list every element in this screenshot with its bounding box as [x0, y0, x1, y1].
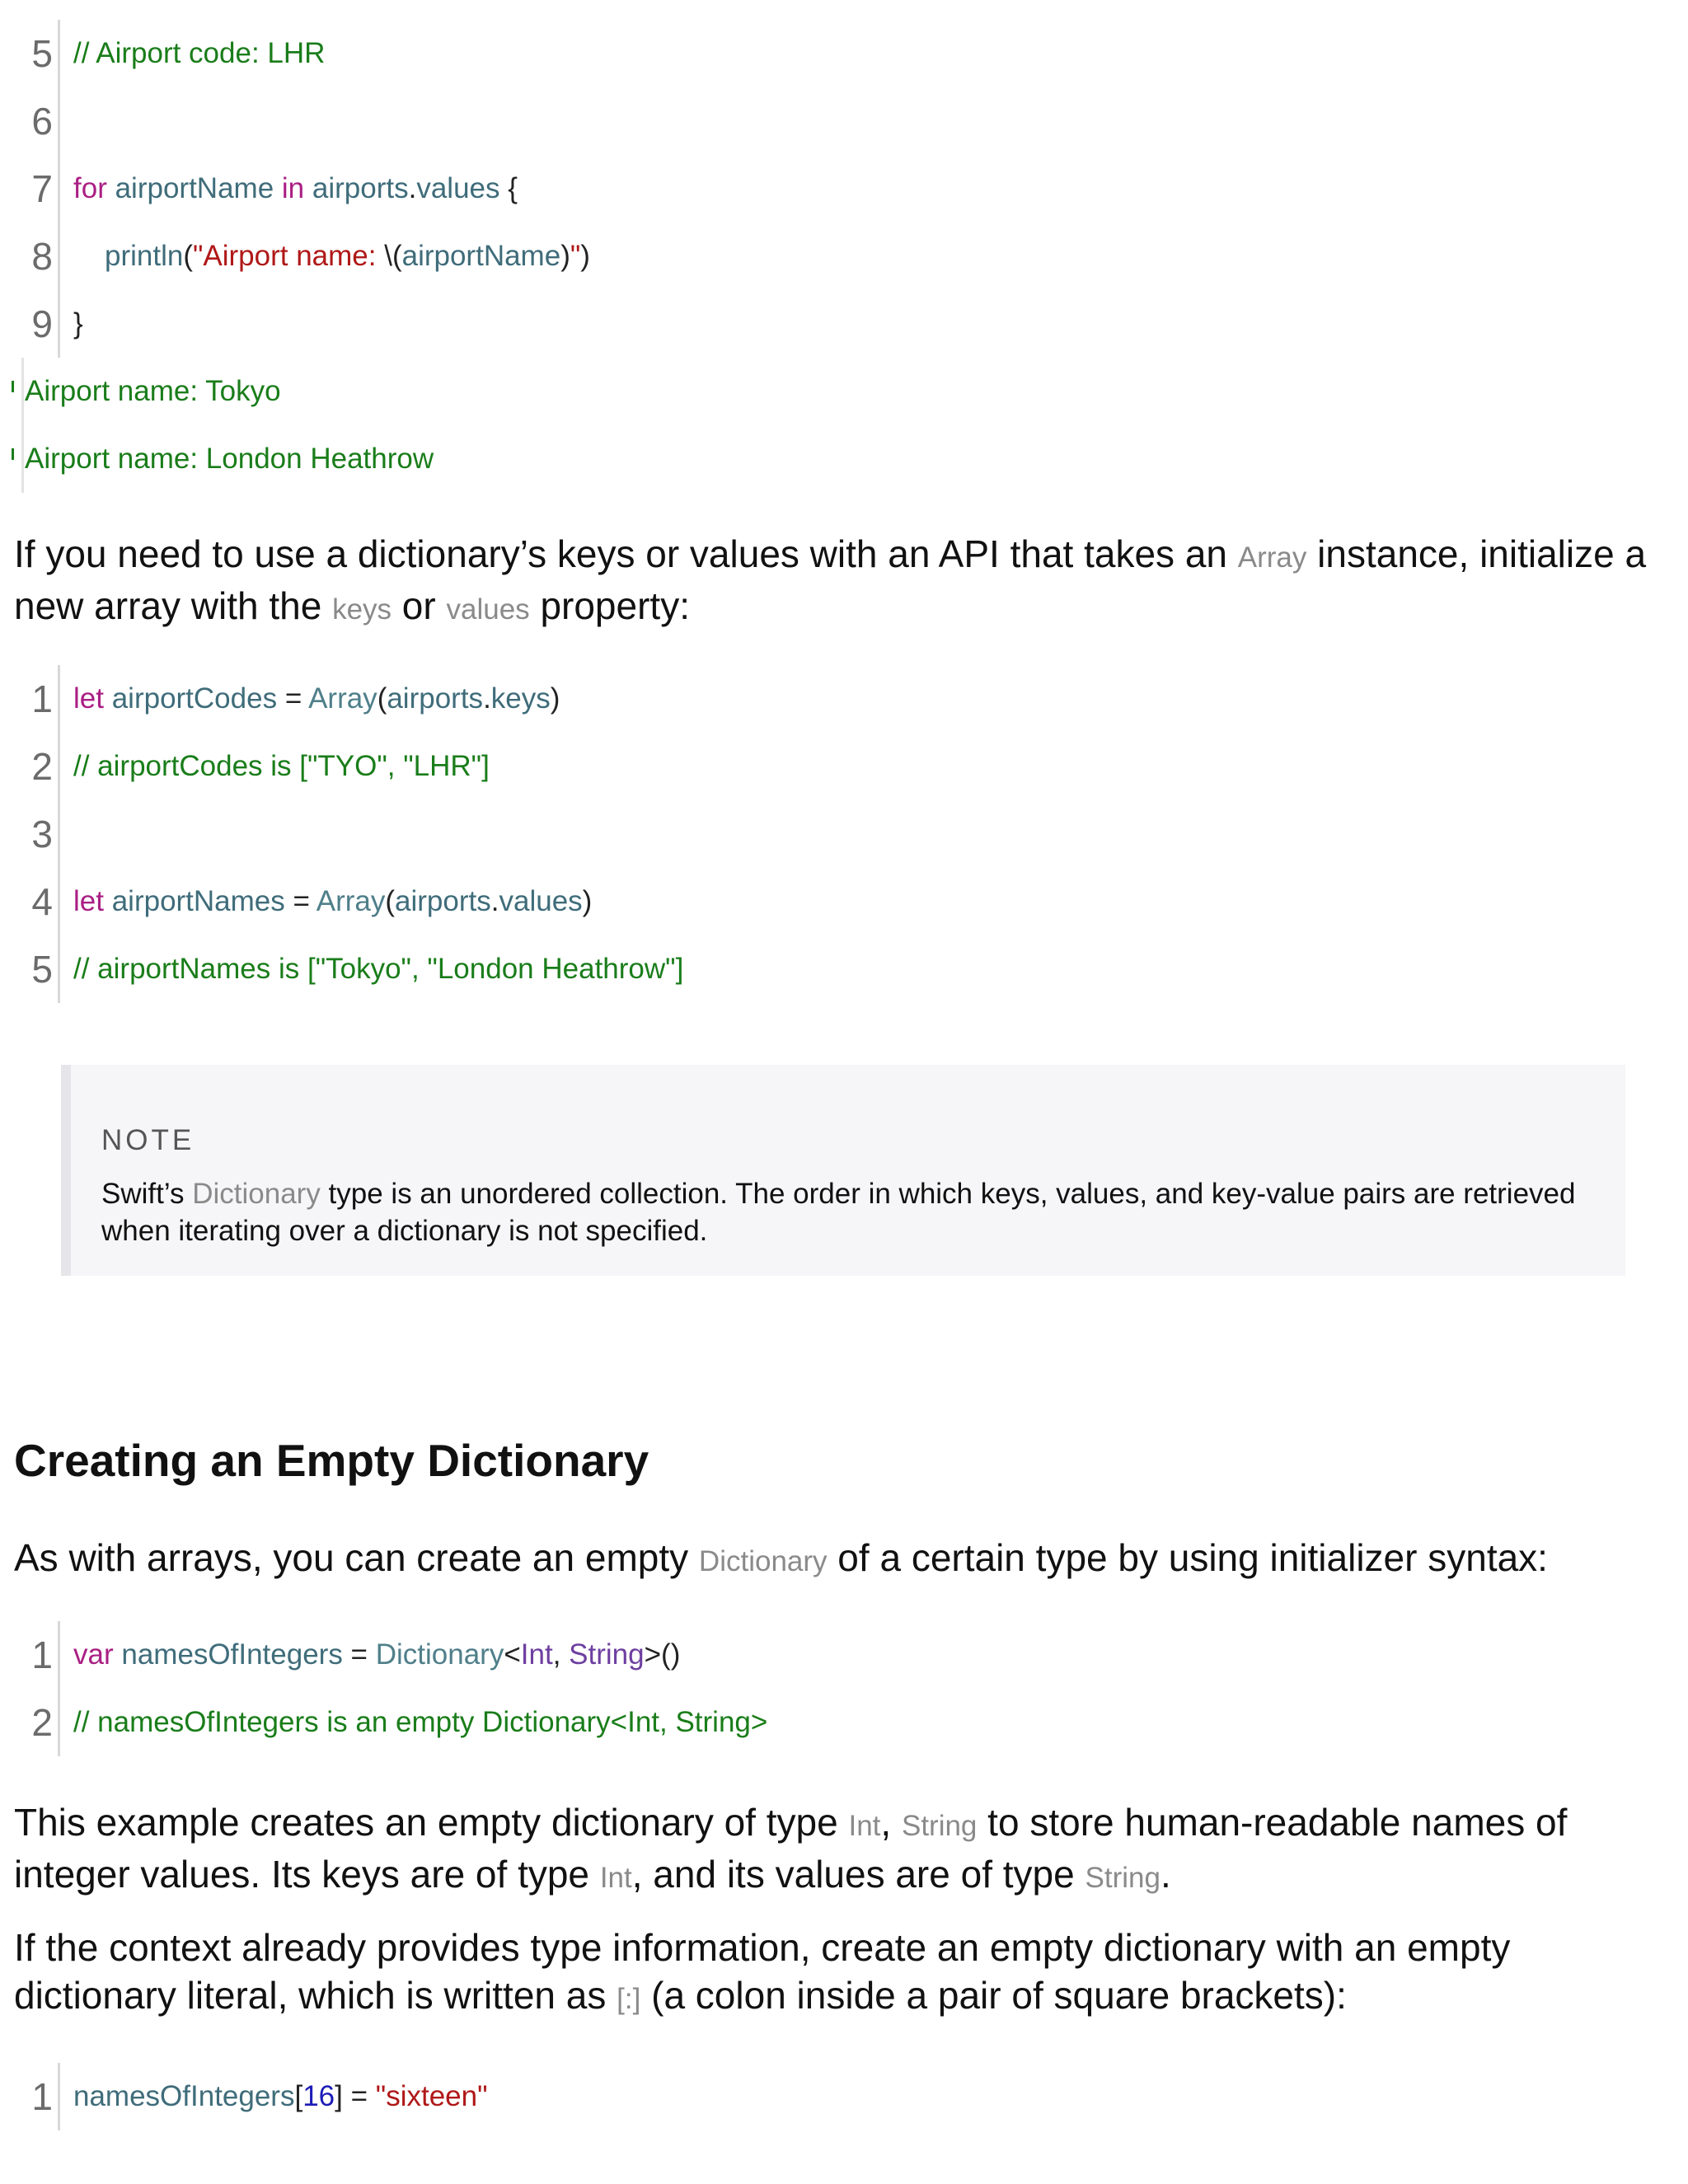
string-literal: ": [570, 240, 581, 272]
output-line: [0, 358, 1681, 425]
keyword: let: [73, 885, 104, 917]
punctuation: .: [490, 885, 499, 917]
gutter-rule: [58, 868, 60, 935]
inline-code: keys: [332, 593, 392, 626]
identifier: values: [499, 885, 583, 917]
gutter-rule: [58, 155, 60, 223]
punctuation: =: [342, 2080, 376, 2112]
gutter-rule: [58, 87, 60, 155]
code-text: }: [73, 307, 83, 340]
keyword-in: in: [281, 172, 305, 204]
code-line: [0, 935, 1681, 1003]
identifier: airports: [312, 172, 409, 204]
body-paragraph: [14, 1798, 1671, 1902]
string-literal: "Airport name:: [192, 240, 385, 272]
identifier: namesOfIntegers: [121, 1638, 343, 1671]
line-number: 9: [31, 302, 53, 345]
keyword-for: for: [73, 172, 107, 204]
inline-code: Dictionary: [698, 1545, 828, 1577]
inline-code: values: [446, 593, 530, 626]
line-number: 4: [31, 880, 53, 923]
identifier: airports: [395, 885, 491, 917]
note-title: NOTE: [101, 1124, 195, 1156]
function-name: println: [105, 240, 184, 272]
code-text: [73, 155, 518, 223]
keyword: var: [73, 1638, 114, 1671]
inline-code: Dictionary: [192, 1178, 321, 1210]
text-run: property:: [529, 584, 690, 627]
code-line: [0, 155, 1681, 223]
text-run: Swift’s: [101, 1178, 193, 1210]
code-text: [73, 1621, 680, 1689]
code-text: [105, 223, 590, 290]
punctuation: =: [277, 682, 309, 715]
gutter-rule: [58, 1621, 60, 1689]
line-number: 6: [31, 100, 53, 143]
text-run: As with arrays, you can create an empty: [14, 1536, 699, 1579]
text-run: instance, initialize a new array with the: [14, 532, 1647, 627]
code-line: [0, 2063, 1681, 2130]
code-text: [73, 665, 560, 733]
type-name: String: [569, 1638, 645, 1671]
output-marker: [12, 381, 14, 392]
text-run: .: [1160, 1853, 1171, 1896]
text-run: to store human-readable names of integer values. Its keys are of type: [14, 1801, 1568, 1896]
gutter-rule: [58, 935, 60, 1003]
punctuation: >(): [644, 1638, 681, 1671]
output-text: Airport name: London Heathrow: [25, 443, 434, 475]
punctuation: =: [284, 885, 316, 917]
text-run: (a colon inside a pair of square brackets):: [640, 1974, 1347, 2017]
code-comment: // airportNames is ["Tokyo", "London Heathrow"]: [73, 953, 684, 985]
text-run: If you need to use a dictionary’s keys or values with an API that takes an: [14, 532, 1238, 575]
gutter-rule: [58, 20, 60, 87]
code-line: [0, 1621, 1681, 1689]
text-run: or: [392, 584, 447, 627]
code-line: [0, 223, 1681, 290]
line-number: 8: [31, 235, 53, 278]
code-comment: // Airport code: LHR: [73, 37, 326, 69]
code-line: [0, 87, 1681, 155]
identifier: namesOfIntegers: [73, 2080, 295, 2112]
inline-code: Array: [1237, 541, 1307, 574]
punctuation: <: [504, 1638, 521, 1671]
line-number: 1: [31, 2075, 53, 2118]
identifier: airportCodes: [111, 682, 278, 715]
line-number: 2: [31, 745, 53, 788]
code-block-airports-loop: [0, 20, 1681, 493]
code-line: [0, 665, 1681, 733]
text-run: If the context already provides type information, create an empty dictionary with an empty dictionary literal, which is written as: [14, 1926, 1511, 2017]
code-text: [73, 2063, 488, 2130]
text-run: type is an unordered collection. The order in which keys, values, and key-value pairs are retrieved when iterating over a dictionary is not specified.: [101, 1178, 1576, 1247]
line-number: 3: [31, 813, 53, 855]
gutter-rule: [58, 1689, 60, 1756]
punctuation: \(: [384, 240, 402, 272]
code-line: [0, 800, 1681, 868]
line-number: 2: [31, 1701, 53, 1744]
punctuation: ): [550, 682, 560, 715]
line-number: 1: [31, 677, 53, 720]
punctuation: ]: [335, 2080, 343, 2112]
body-paragraph: [14, 1534, 1671, 1586]
number-literal: 16: [302, 2080, 335, 2112]
note-accent-bar: [61, 1065, 71, 1276]
code-line: [0, 290, 1681, 358]
body-paragraph: [14, 1924, 1671, 2023]
note-body: [101, 1175, 1593, 1249]
punctuation: ): [560, 240, 570, 272]
type-name: Array: [308, 682, 377, 715]
gutter-rule: [58, 2063, 60, 2130]
type-name: Dictionary: [375, 1638, 504, 1671]
inline-code: Int: [848, 1810, 881, 1842]
gutter-rule: [21, 358, 24, 425]
type-name: Int: [520, 1638, 553, 1671]
identifier: values: [416, 172, 500, 204]
gutter-rule: [58, 800, 60, 868]
line-number: 7: [31, 167, 53, 210]
gutter-rule: [58, 223, 60, 290]
type-name: Array: [316, 885, 386, 917]
keyword: let: [73, 682, 104, 715]
identifier: airportName: [115, 172, 274, 204]
code-text: [73, 868, 592, 935]
code-line: [0, 1689, 1681, 1756]
punctuation: .: [483, 682, 491, 715]
line-number: 1: [31, 1633, 53, 1676]
code-block-dictionary-assign: [0, 2063, 1681, 2130]
punctuation: .: [408, 172, 417, 204]
output-marker: [12, 448, 14, 460]
gutter-rule: [58, 733, 60, 800]
identifier: airports: [387, 682, 484, 715]
code-block-array-conversion: [0, 665, 1681, 1003]
code-line: [0, 733, 1681, 800]
identifier: airportNames: [111, 885, 285, 917]
text-run: This example creates an empty dictionary of type: [14, 1801, 849, 1844]
output-text: Airport name: Tokyo: [25, 375, 281, 407]
punctuation: ): [582, 885, 593, 917]
identifier: keys: [490, 682, 551, 715]
inline-code: String: [901, 1810, 978, 1842]
gutter-rule: [21, 425, 24, 493]
code-comment: // airportCodes is ["TYO", "LHR"]: [73, 750, 490, 782]
code-block-empty-dictionary: [0, 1621, 1681, 1756]
identifier: airportName: [401, 240, 561, 272]
punctuation: ,: [552, 1638, 570, 1671]
string-literal: "sixteen": [375, 2080, 488, 2112]
punctuation: (: [385, 885, 396, 917]
section-heading: Creating an Empty Dictionary: [14, 1435, 649, 1486]
body-paragraph: [14, 530, 1671, 634]
punctuation: {: [499, 172, 518, 204]
gutter-rule: [58, 290, 60, 358]
inline-code: String: [1085, 1862, 1160, 1894]
code-line: [0, 868, 1681, 935]
code-line: [0, 20, 1681, 87]
punctuation: (: [377, 682, 387, 715]
code-comment: // namesOfIntegers is an empty Dictionary<Int, String>: [73, 1706, 768, 1738]
inline-code: Int: [599, 1862, 632, 1894]
punctuation: (: [183, 240, 193, 272]
output-line: [0, 425, 1681, 493]
punctuation: ): [580, 240, 590, 272]
punctuation: =: [342, 1638, 376, 1671]
text-run: ,: [880, 1801, 902, 1844]
punctuation: [: [294, 2080, 303, 2112]
line-number: 5: [31, 32, 53, 75]
inline-code: [:]: [617, 1983, 641, 2015]
text-run: , and its values are of type: [631, 1853, 1085, 1896]
line-number: 5: [31, 948, 53, 991]
text-run: of a certain type by using initializer syntax:: [827, 1536, 1548, 1579]
gutter-rule: [58, 665, 60, 733]
